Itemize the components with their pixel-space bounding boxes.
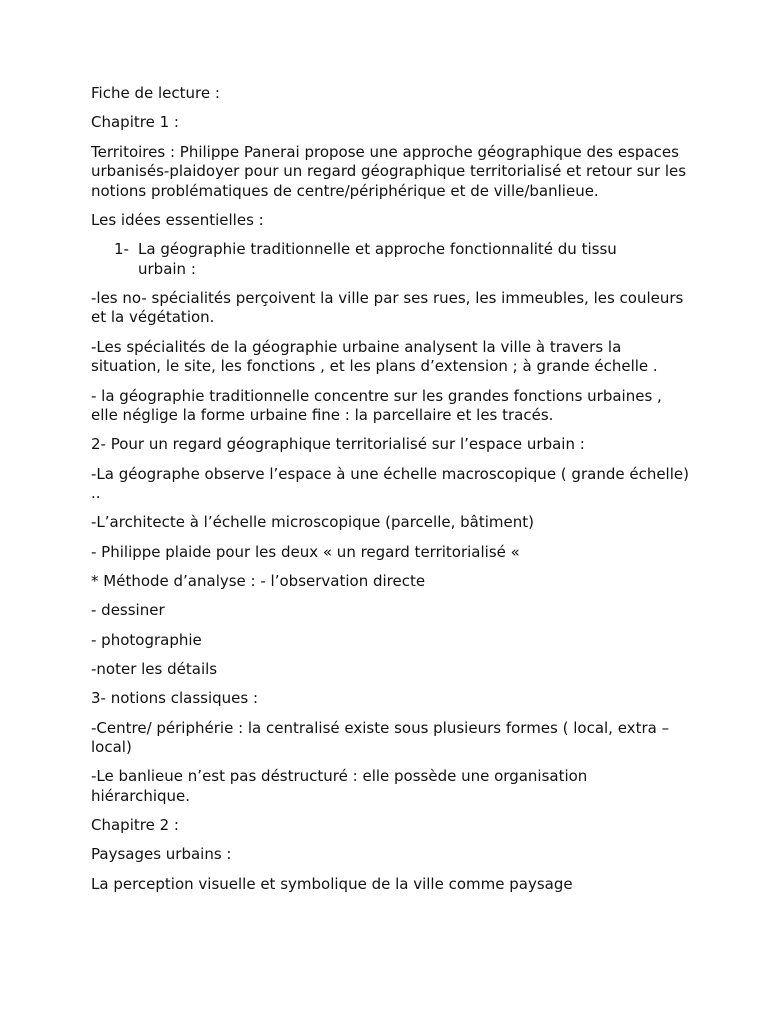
- method-item: - dessiner: [91, 601, 165, 620]
- method-heading: * Méthode d’analyse : - l’observation directe: [91, 572, 426, 591]
- doc-title: Fiche de lecture :: [91, 84, 220, 102]
- territoires-paragraph: Territoires : Philippe Panerai propose une approche géographique des espaces urbanisés-plaidoyer pour un regard géographique territorialisé et retour sur les notions problématiques de centre/périphérique et de ville/banlieue.: [91, 142, 687, 200]
- paragraph: -L’architecte à l’échelle microscopique (parcelle, bâtiment): [91, 513, 534, 532]
- section-3-heading: 3- notions classiques :: [91, 689, 259, 708]
- numbered-list-item: [114, 240, 691, 279]
- list-text: La géographie traditionnelle et approche fonctionnalité du tissu urbain :: [138, 240, 617, 278]
- paragraph: -Centre/ périphérie : la centralisé existe sous plusieurs formes ( local, extra – local): [91, 718, 670, 757]
- paragraph: La perception visuelle et symbolique de la ville comme paysage: [91, 874, 573, 893]
- paragraph: - Philippe plaide pour les deux « un regard territorialisé «: [91, 542, 520, 561]
- key-ideas-heading: Les idées essentielles :: [91, 210, 264, 229]
- method-item: - photographie: [91, 630, 202, 649]
- paragraph: -les no- spécialités perçoivent la ville par ses rues, les immeubles, les couleurs et la végétation.: [91, 288, 684, 327]
- section-2-heading: 2- Pour un regard géographique territorialisé sur l’espace urbain :: [91, 435, 585, 454]
- paragraph: -La géographe observe l’espace à une échelle macroscopique ( grande échelle) ..: [91, 464, 689, 503]
- list-number: 1-: [114, 240, 129, 259]
- document-body: [91, 84, 691, 904]
- paragraph: -Les spécialités de la géographie urbaine analysent la ville à travers la situation, le site, les fonctions , et les plans d’extension ; à grande échelle .: [91, 337, 658, 376]
- chapter-2-heading: Chapitre 2 :: [91, 816, 179, 835]
- method-item: -noter les détails: [91, 659, 218, 678]
- paragraph: - la géographie traditionnelle concentre sur les grandes fonctions urbaines , elle néglige la forme urbaine fine : la parcellaire et les tracés.: [91, 386, 662, 425]
- chapter-1-heading: Chapitre 1 :: [91, 113, 179, 132]
- paysages-heading: Paysages urbains :: [91, 845, 232, 864]
- paragraph: -Le banlieue n’est pas déstructuré : elle possède une organisation hiérarchique.: [91, 767, 588, 805]
